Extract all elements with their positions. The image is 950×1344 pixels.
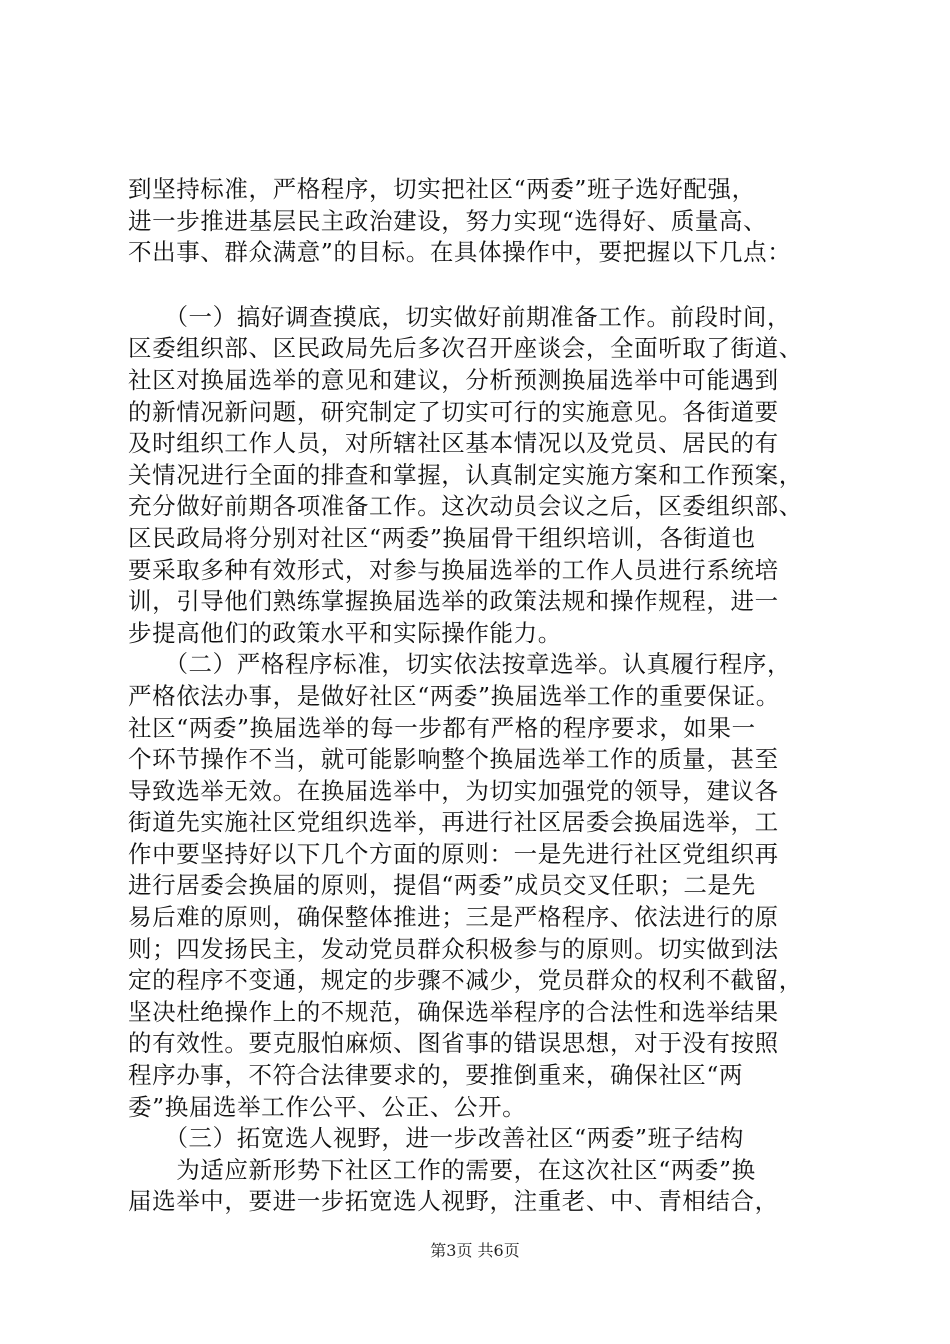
text-line: 定的程序不变通，规定的步骤不减少，党员群众的权利不截留，	[128, 966, 803, 995]
text-line: 充分做好前期各项准备工作。这次动员会议之后，区委组织部、	[128, 492, 803, 521]
page-number: 第3页 共6页	[430, 1241, 520, 1260]
page-footer	[0, 1241, 950, 1261]
text-line: 不出事、群众满意”的目标。在具体操作中，要把握以下几点：	[128, 238, 792, 267]
paragraph-gap	[128, 269, 848, 302]
text-line: 坚决杜绝操作上的不规范，确保选举程序的合法性和选举结果	[128, 997, 779, 1026]
text-line: 关情况进行全面的排查和掌握，认真制定实施方案和工作预案，	[128, 460, 803, 489]
body-text	[128, 174, 848, 1218]
text-line: 及时组织工作人员，对所辖社区基本情况以及党员、居民的有	[128, 429, 779, 458]
text-line: 进一步推进基层民主政治建设，努力实现“选得好、质量高、	[128, 206, 768, 235]
text-line: 导致选举无效。在换届选举中，为切实加强党的领导，建议各	[128, 776, 779, 805]
text-line: 委”换届选举工作公平、公正、公开。	[128, 1092, 527, 1121]
text-line: 易后难的原则，确保整体推进；三是严格程序、依法进行的原	[128, 903, 779, 932]
text-line: 为适应新形势下社区工作的需要，在这次社区“两委”换	[128, 1155, 756, 1184]
section-heading-3	[128, 1123, 848, 1155]
paragraph-section-3	[128, 1155, 848, 1218]
text-line: 街道先实施社区党组织选举，再进行社区居委会换届选举，工	[128, 808, 779, 837]
text-line: 社区对换届选举的意见和建议，分析预测换届选举中可能遇到	[128, 365, 779, 394]
text-line: 区委组织部、区民政局先后多次召开座谈会，全面听取了街道、	[128, 334, 803, 363]
paragraph-section-2	[128, 649, 848, 1123]
text-line: 个环节操作不当，就可能影响整个换届选举工作的质量，甚至	[128, 745, 779, 774]
text-line: 则；四发扬民主，发动党员群众积极参与的原则。切实做到法	[128, 934, 779, 963]
text-line: （三）拓宽选人视野，进一步改善社区“两委”班子结构	[128, 1124, 744, 1153]
text-line: 程序办事，不符合法律要求的，要推倒重来，确保社区“两	[128, 1061, 744, 1090]
paragraph-intro	[128, 174, 848, 269]
paragraph-section-1	[128, 302, 848, 650]
text-line: 严格依法办事，是做好社区“两委”换届选举工作的重要保证。	[128, 681, 780, 710]
text-line: 的有效性。要克服怕麻烦、图省事的错误思想，对于没有按照	[128, 1029, 779, 1058]
text-line: 区民政局将分别对社区“两委”换届骨干组织培训，各街道也	[128, 523, 756, 552]
text-line: 届选举中，要进一步拓宽选人视野，注重老、中、青相结合，	[128, 1187, 779, 1216]
text-line: 要采取多种有效形式，对参与换届选举的工作人员进行系统培	[128, 555, 779, 584]
text-line: 社区“两委”换届选举的每一步都有严格的程序要求，如果一	[128, 713, 756, 742]
text-line: 训，引导他们熟练掌握换届选举的政策法规和操作规程，进一	[128, 587, 779, 616]
text-line: （一）搞好调查摸底，切实做好前期准备工作。前段时间，	[128, 302, 792, 331]
text-line: 作中要坚持好以下几个方面的原则：一是先进行社区党组织再	[128, 839, 779, 868]
text-line: 步提高他们的政策水平和实际操作能力。	[128, 618, 562, 647]
text-line: 到坚持标准，严格程序，切实把社区“两委”班子选好配强，	[128, 175, 756, 203]
text-line: （二）严格程序标准，切实依法按章选举。认真履行程序，	[128, 650, 792, 679]
text-line: 的新情况新问题，研究制定了切实可行的实施意见。各街道要	[128, 397, 779, 426]
text-line: 进行居委会换届的原则，提倡“两委”成员交叉任职；二是先	[128, 871, 756, 900]
